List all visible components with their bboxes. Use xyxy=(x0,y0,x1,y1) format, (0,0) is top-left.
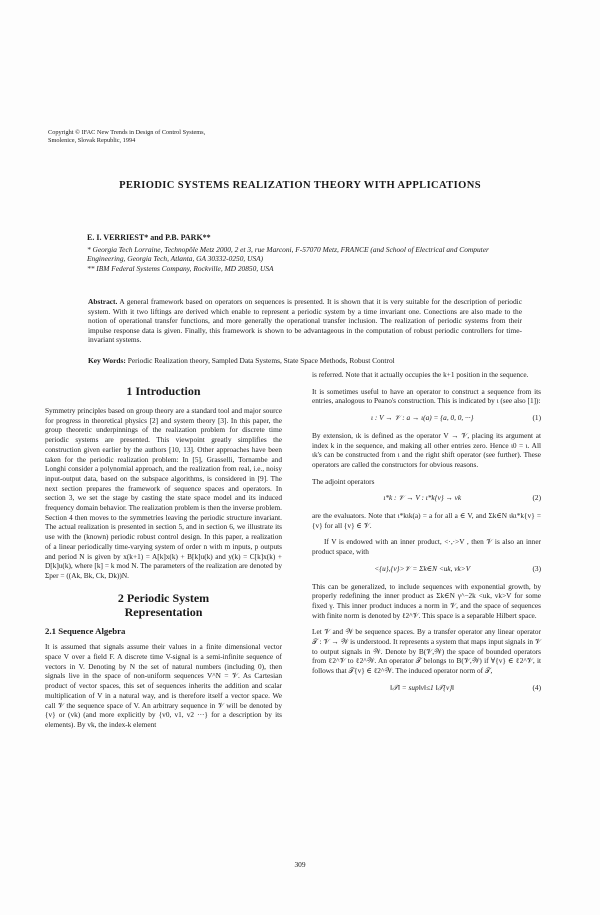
equation-body: ι : V → 𝒱 : a → ι(a) = {a, 0, 0, ···} xyxy=(371,413,474,423)
equation-1 xyxy=(312,413,541,423)
heading-line: Representation xyxy=(124,604,203,619)
paragraph: are the evaluators. Note that ι*kιk(a) = a for all a ∈ V, and Σk∈N ιkι*k{v} = {v} for all {v} ∈ 𝒱. xyxy=(312,511,541,530)
copyright-line: Smolenice, Slovak Republic, 1994 xyxy=(48,136,136,144)
left-column xyxy=(45,380,282,737)
affiliation: ** IBM Federal Systems Company, Rockville, MD 20850, USA xyxy=(87,263,274,273)
abstract-label: Abstract. xyxy=(88,297,118,306)
keywords-label: Key Words: xyxy=(88,356,126,365)
paragraph: Let 𝒱 and 𝒲 be sequence spaces. By a transfer operator any linear operator 𝒯 : 𝒱 → 𝒲 is understood. It represents a system that maps input signals in 𝒱 to output signals in 𝒲. Denote by B(𝒱,𝒲) the space of bounded operators from ℓ2^𝒱 to ℓ2^𝒲. An operator 𝒯 belongs to B(𝒱,𝒲) if ∀{v} ∈ ℓ2^𝒱, it follows that 𝒯{v} ∈ ℓ2^𝒲. The induced operator norm of 𝒯, xyxy=(312,627,541,676)
paragraph: If V is endowed with an inner product, <·,·>V , then 𝒱 is also an inner product space, with xyxy=(312,537,541,557)
paragraph: By extension, ιk is defined as the operator V → 𝒱, placing its argument at index k in the sequence, and making all other entries zero. Hence ι0 = ι. All ιk's can be constructed from ι and the right shift operator (see further). These operators are called the constructors for obvious reasons. xyxy=(312,430,541,469)
equation-number: (2) xyxy=(532,493,541,503)
right-column xyxy=(312,370,541,701)
abstract xyxy=(88,297,522,345)
equation-body: ‖𝒯‖ = sup‖v‖≤1 ‖𝒯{v}‖ xyxy=(390,682,455,692)
equation-number: (4) xyxy=(532,682,541,692)
paragraph: It is assumed that signals assume their values in a finite dimensional vector space V over a field F. A discrete time V-signal is a semi-infinite sequence of vectors in V. Denoting by N the set of natural numbers (including 0), then signals live in the space of non-uniform sequences V^N = 𝒱. As Cartesian product of vector spaces, this set of sequences inherits the addition and scalar multiplication of V in a natural way, and is therefore itself a vector space. We call 𝒱 the sequence space of V. An arbitrary sequence in 𝒱 will be denoted by {v} or (vk) (and more explicitly by {v0, v1, v2 ···} for a description by its elements). By vk, the index-k element xyxy=(45,642,282,729)
equation-3 xyxy=(312,564,541,574)
section-heading-periodic-system xyxy=(45,591,282,619)
paper-title: PERIODIC SYSTEMS REALIZATION THEORY WITH APPLICATIONS xyxy=(119,180,481,191)
authors: E. I. VERRIEST* and P.B. PARK** xyxy=(87,233,211,242)
keywords-text: Periodic Realization theory, Sampled Data Systems, State Space Methods, Robust Control xyxy=(127,356,395,365)
copyright-notice xyxy=(48,129,205,144)
subsection-heading-sequence-algebra: 2.1 Sequence Algebra xyxy=(45,625,126,636)
page-number: 309 xyxy=(294,860,306,869)
paragraph: The adjoint operators xyxy=(312,476,375,486)
equation-number: (3) xyxy=(532,563,541,573)
heading-line: 2 Periodic System xyxy=(117,590,210,605)
abstract-text: A general framework based on operators on sequences is presented. It is shown that it is very suitable for the description of periodic system. With it two liftings are derived which enable to represent a periodic system by a time invariant one. Conections are also made to the notion of operational transfer functions, and more generally the operational transfer inclusion. The realization of periodic systems from their impulse response data is given. Finally, this framework is shown to be advantageous in the computation of robust periodic controllers for time-invariant systems. xyxy=(88,297,522,345)
equation-body: ι*k : 𝒱 → V : ι*k{v} → vk xyxy=(383,493,462,503)
equation-number: (1) xyxy=(532,413,541,423)
paragraph: is referred. Note that it actually occupies the k+1 position in the sequence. xyxy=(312,370,529,379)
equation-body: <{u},{v}>𝒱 = Σk∈N <uk, vk>V xyxy=(374,563,471,573)
section-heading-introduction: 1 Introduction xyxy=(126,384,201,398)
paragraph: This can be generalized, to include sequences with exponential growth, by properly redefining the inner product as Σk∈N γ^−2k <uk, vk>V for some fixed γ. This inner product induces a norm in 𝒱, and the space of sequences with finite norm is denoted by ℓ2^𝒱. This space is a separable Hilbert space. xyxy=(312,581,541,620)
equation-2 xyxy=(312,493,541,503)
keywords xyxy=(88,356,522,366)
paragraph: It is sometimes useful to have an operator to construct a sequence from its entries, analogous to Peano's construction. This is indicated by ι (see also [1]): xyxy=(312,386,541,406)
affiliations xyxy=(87,245,527,273)
copyright-line: Copyright © IFAC New Trends in Design of Control Systems, xyxy=(48,129,206,136)
paragraph: Symmetry principles based on group theory are a standard tool and major source for progress in theoretical physics [2] and system theory [3]. In this paper, the group theoretic underpinnings of the realization problem for discrete time periodic systems are presented. This viewpoint greatly simplifies the construction given earlier by the authors [10, 13]. Other approaches have been taken for the periodic realization problem: In [5], Grasselli, Tornambe and Longhi consider a polynomial approach, and the realization from real, i.e., noisy input-output data, based on the subspace algorithms, is considered in [9]. The next section prepares the framework of sequence spaces and operators. In section 3, we set the stage by casting the state space model and its induced frequency domain behavior. The realization problem is then the inverse problem. Section 4 then moves to the symmetries leaving the periodic structure invariant. The actual realization is presented in section 5, and in section 6, we illustrate its use with the (known) periodic robust control design. In this paper, a realization of a linear periodically time-varying system of order n with m inputs, p outputs and period N is given by x(k+1) = A[k]x(k) + B[k]u(k) and y(k) = C[k]x(k) + D[k]u(k), where [k] = k mod N. The parameters of the realization are denoted by Σper = ((Ak, Bk, Ck, Dk))N. xyxy=(45,406,282,580)
affiliation: * Georgia Tech Lorraine, Technopôle Metz 2000, 2 et 3, rue Marconi, F-57070 Metz, FRANCE (and School of Electrical and Computer Engineering, Georgia Tech, Atlanta, GA 30332-0250, USA) xyxy=(87,245,489,264)
equation-4 xyxy=(312,683,541,693)
